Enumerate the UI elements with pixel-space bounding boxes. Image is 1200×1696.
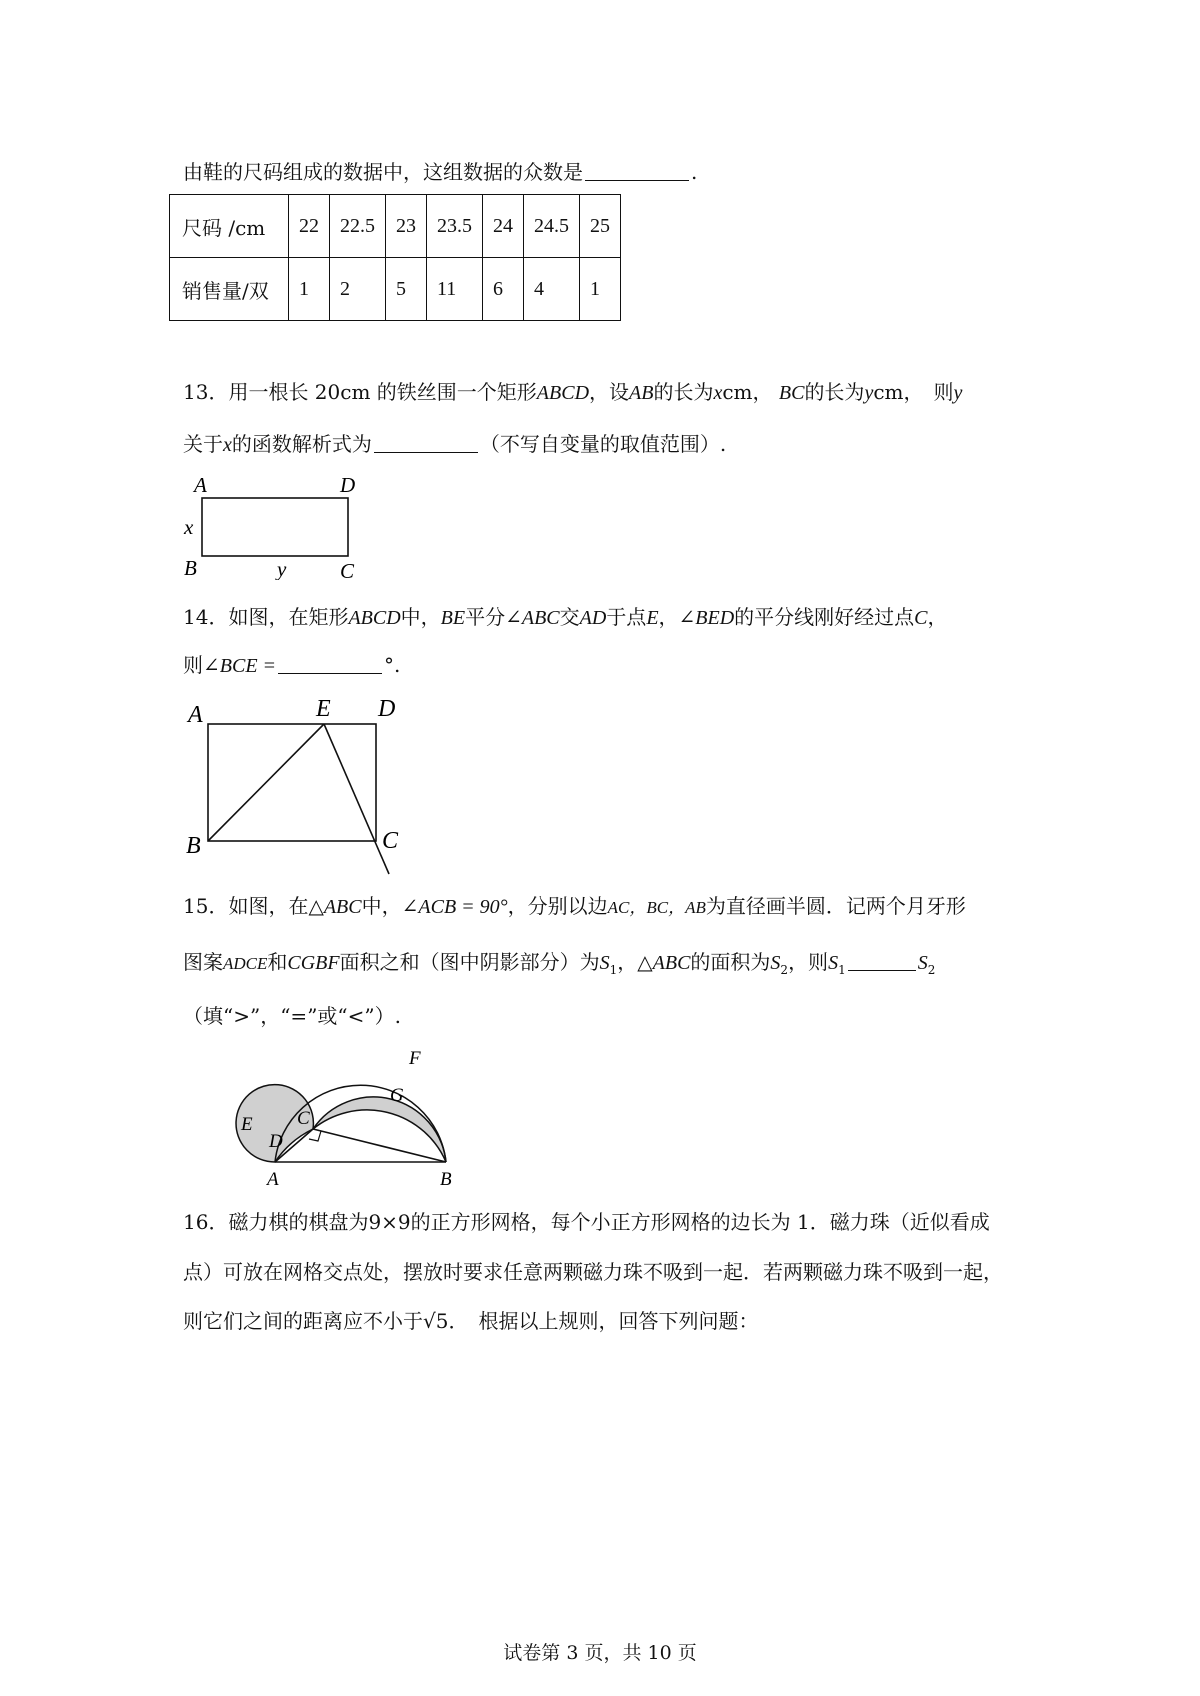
label-D: D bbox=[378, 696, 396, 722]
label-B: B bbox=[184, 556, 197, 580]
table-cell: 24 bbox=[483, 195, 524, 258]
q12-tail: 由鞋的尺码组成的数据中，这组数据的众数是 bbox=[183, 160, 583, 184]
table-cell: 24.5 bbox=[524, 195, 580, 258]
q12-text: 由鞋的尺码组成的数据中，这组数据的众数是 . bbox=[183, 160, 698, 184]
q15-line3: （填“>”，“=”或“<”）. bbox=[183, 1004, 401, 1028]
table-cell: 22 bbox=[289, 195, 330, 258]
table-row bbox=[170, 195, 621, 258]
q13-line1: 13．用一根长 20cm 的铁丝围一个矩形ABCD，设AB的长为xcm， BC的长为ycm， 则y bbox=[183, 380, 963, 404]
label-C: C bbox=[297, 1108, 310, 1129]
label-B: B bbox=[186, 833, 201, 859]
label-E: E bbox=[241, 1114, 253, 1135]
page-footer: 试卷第 3 页，共 10 页 bbox=[503, 1642, 697, 1664]
table-cell: 1 bbox=[289, 258, 330, 321]
label-A: A bbox=[188, 702, 203, 728]
sales-header: 销售量/双 bbox=[170, 258, 289, 321]
q14-answer-blank[interactable] bbox=[278, 653, 382, 674]
label-x: x bbox=[184, 515, 194, 539]
label-D: D bbox=[340, 473, 356, 497]
label-B: B bbox=[440, 1169, 452, 1190]
table-row bbox=[170, 258, 621, 321]
table-cell: 22.5 bbox=[330, 195, 386, 258]
q15-semicircle-figure bbox=[235, 1030, 475, 1194]
label-y: y bbox=[277, 557, 287, 580]
table-cell: 25 bbox=[580, 195, 621, 258]
q16-line3: 则它们之间的距离应不小于√5． 根据以上规则，回答下列问题： bbox=[183, 1309, 759, 1333]
table-cell: 23 bbox=[386, 195, 427, 258]
label-A: A bbox=[267, 1169, 279, 1190]
q14-rectangle-figure bbox=[180, 690, 420, 884]
table-cell: 11 bbox=[427, 258, 483, 321]
sqrt5: √5 bbox=[423, 1309, 449, 1333]
q13-answer-blank[interactable] bbox=[374, 432, 478, 453]
q15-line1: 15．如图，在△ABC中，∠ACB = 90°，分别以边AC，BC，AB为直径画半圆．记两个月牙形 bbox=[183, 894, 966, 918]
label-C: C bbox=[340, 559, 355, 580]
q15-answer-blank[interactable] bbox=[848, 950, 916, 971]
table-cell: 23.5 bbox=[427, 195, 483, 258]
label-F: F bbox=[409, 1048, 421, 1069]
label-E: E bbox=[316, 696, 331, 722]
q12-answer-blank[interactable] bbox=[585, 160, 689, 181]
table-cell: 5 bbox=[386, 258, 427, 321]
q14-line1: 14．如图，在矩形ABCD中，BE平分∠ABC交AD于点E，∠BED的平分线刚好经过点C， bbox=[183, 605, 948, 629]
size-header: 尺码 /cm bbox=[170, 195, 289, 258]
table-cell: 6 bbox=[483, 258, 524, 321]
table-cell: 2 bbox=[330, 258, 386, 321]
q13-rectangle-figure bbox=[170, 470, 370, 584]
q15-line2: 图案ADCE和CGBF面积之和（图中阴影部分）为$S_1$，△ABC的面积为$S_2$，则$S_1$ $S_2$ bbox=[183, 950, 936, 977]
table-cell: 4 bbox=[524, 258, 580, 321]
table-cell: 1 bbox=[580, 258, 621, 321]
label-A: A bbox=[194, 473, 207, 497]
label-G: G bbox=[390, 1085, 404, 1106]
q14-line2: 则∠BCE = °. bbox=[183, 653, 401, 677]
q16-line1: 16．磁力棋的棋盘为9×9的正方形网格，每个小正方形网格的边长为 1．磁力珠（近似看成 bbox=[183, 1210, 990, 1234]
label-D: D bbox=[269, 1131, 283, 1152]
q16-line2: 点）可放在网格交点处，摆放时要求任意两颗磁力珠不吸到一起．若两颗磁力珠不吸到一起， bbox=[183, 1260, 1003, 1284]
q13-line2: 关于x的函数解析式为 （不写自变量的取值范围）. bbox=[183, 432, 727, 456]
shoe-size-table bbox=[169, 194, 621, 321]
label-C: C bbox=[382, 828, 399, 854]
